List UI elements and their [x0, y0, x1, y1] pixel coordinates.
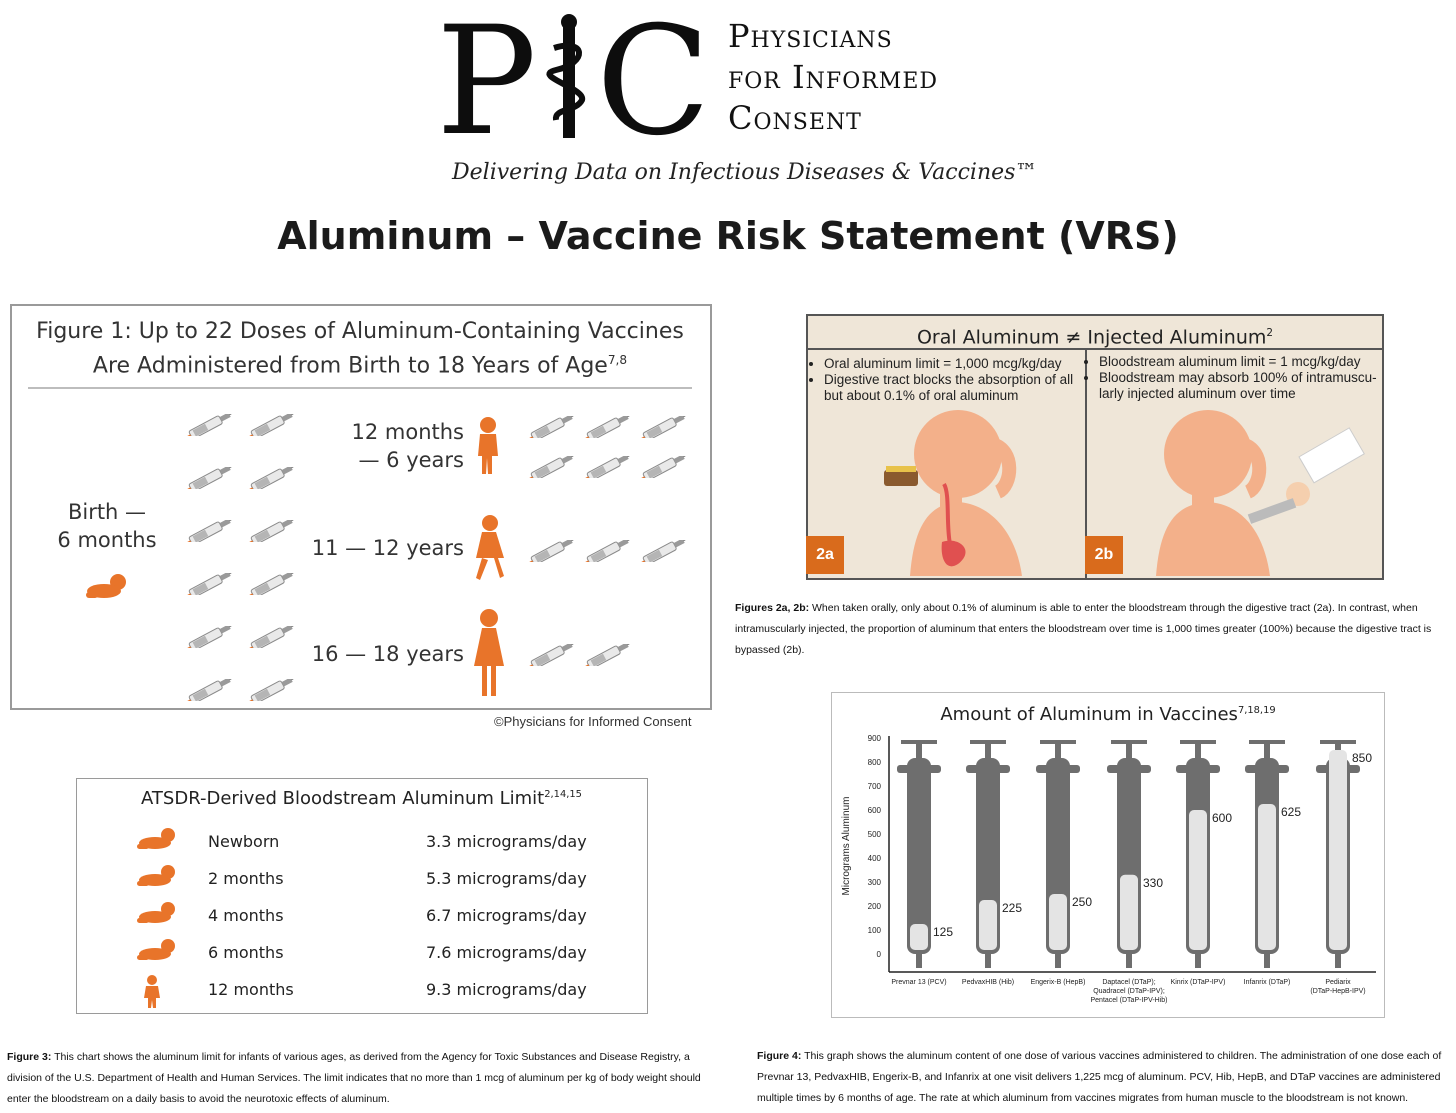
figure1-title-sup: 7,8	[607, 353, 628, 367]
figure2a-bullet: • Digestive tract blocks the absorption of all but about 0.1% of oral aluminum	[824, 372, 1085, 404]
figure1-title	[20, 318, 700, 380]
syringe-icon	[242, 679, 300, 701]
figure3-title-sup: 2,14,15	[544, 789, 582, 800]
syringe-plunger-rod	[1126, 744, 1132, 758]
teen-girl-icon	[472, 608, 506, 698]
syringe-needle	[1195, 954, 1201, 968]
child-icon	[474, 416, 502, 476]
bar	[1189, 810, 1207, 950]
bar	[1120, 875, 1138, 950]
y-tick-label: 700	[867, 782, 881, 791]
syringe-icon	[242, 520, 300, 542]
data-label: 250	[1072, 895, 1093, 909]
y-tick-label: 0	[876, 950, 881, 959]
group-label-line2: — 6 years	[358, 448, 464, 472]
bar	[1329, 750, 1347, 950]
syringe-icon	[180, 679, 238, 701]
y-tick-label: 900	[867, 734, 881, 743]
figure3-title-text: ATSDR-Derived Bloodstream Aluminum Limit	[141, 788, 545, 809]
figure3-age: 4 months	[208, 906, 284, 925]
x-tick-label: Infanrix (DTaP)	[1243, 979, 1291, 986]
syringe-plunger-cap	[1320, 740, 1356, 744]
infant-icon	[136, 863, 180, 894]
figure1-divider	[28, 387, 692, 389]
syringe-icon	[522, 416, 580, 438]
x-tick-label: Pentacel (DTaP-IPV-Hib)	[1090, 997, 1168, 1004]
aluminum-chart	[831, 726, 1383, 1016]
group-12mo-6yr-label	[300, 418, 464, 474]
figure2-title-sup: 2	[1266, 327, 1274, 339]
figure2-caption-text: When taken orally, only about 0.1% of aluminum is able to enter the bloodstream through the digestive tract (2a). In contrast, when intramuscularly injected, the proportion of aluminum that enters the bloodstream over time is 1,000 times greater (100%) because the digestive tract is bypassed (2b).	[735, 602, 1432, 656]
data-label: 600	[1212, 811, 1233, 825]
syringe-icon	[578, 416, 636, 438]
syringe-icon	[522, 456, 580, 478]
y-tick-label: 400	[867, 854, 881, 863]
syringe-plunger-rod	[1264, 744, 1270, 758]
figure3-limit: 5.3 micrograms/day	[426, 869, 587, 888]
syringe-plunger-rod	[1195, 744, 1201, 758]
syringe-icon	[180, 573, 238, 595]
syringe-icon	[242, 626, 300, 648]
figure2-caption	[735, 598, 1451, 661]
syringe-icon	[522, 644, 580, 666]
figure1-credit: ©Physicians for Informed Consent	[494, 714, 692, 729]
y-tick-label: 600	[867, 806, 881, 815]
org-logo	[436, 8, 706, 148]
syringe-needle	[1126, 954, 1132, 968]
x-tick-label: (DTaP-HepB-IPV)	[1310, 988, 1366, 995]
syringe-needle	[1264, 954, 1270, 968]
tagline: Delivering Data on Infectious Diseases & Vaccines™	[452, 160, 1038, 185]
figure2a-badge: 2a	[806, 536, 844, 574]
figure3-title	[141, 788, 582, 809]
bar	[1258, 804, 1276, 950]
syringe-needle	[1055, 954, 1061, 968]
syringe-icon	[634, 540, 692, 562]
figure3-limit: 7.6 micrograms/day	[426, 943, 587, 962]
syringe-plunger-cap	[1111, 740, 1147, 744]
figure4-caption-text: This graph shows the aluminum content of one dose of various vaccines administered to children. The administration of one dose each of Prevnar 13, PedvaxHIB, Engerix-B, and Infanrix at one visit delivers 1,225 mcg of aluminum. PCV, Hib, HepB, and DTaP vaccines are administered multiple times by 6 months of age. The rate at which aluminum from vaccines migrates from human muscle to the bloodstream is not known.	[757, 1050, 1442, 1104]
org-name	[728, 16, 938, 139]
data-label: 225	[1002, 901, 1023, 915]
syringe-needle	[1335, 954, 1341, 968]
syringe-icon	[634, 416, 692, 438]
figure3-age: 12 months	[208, 980, 294, 999]
figure3-limit: 3.3 micrograms/day	[426, 832, 587, 851]
svg-text:C: C	[596, 8, 706, 148]
syringe-plunger-cap	[970, 740, 1006, 744]
bar	[1049, 894, 1067, 950]
figure3-limit: 6.7 micrograms/day	[426, 906, 587, 925]
figure3-limit: 9.3 micrograms/day	[426, 980, 587, 999]
y-tick-label: 500	[867, 830, 881, 839]
group-birth-6mo-label	[40, 498, 174, 554]
syringe-plunger-rod	[916, 744, 922, 758]
figure3-caption	[7, 1047, 719, 1110]
data-label: 125	[933, 925, 954, 939]
child-eating-illustration	[880, 404, 1030, 576]
syringe-icon	[180, 467, 238, 489]
syringe-plunger-rod	[1055, 744, 1061, 758]
syringe-icon	[242, 573, 300, 595]
infant-icon	[136, 900, 180, 931]
figure2-title	[806, 314, 1384, 352]
infant-icon	[136, 937, 180, 968]
org-name-line1: Physicians	[728, 17, 893, 55]
data-label: 625	[1281, 805, 1302, 819]
infant-icon	[136, 826, 180, 857]
figure3-age: 6 months	[208, 943, 284, 962]
x-tick-label: Kinrix (DTaP-IPV)	[1170, 979, 1226, 986]
figure3-caption-label: Figure 3:	[7, 1051, 52, 1063]
data-label: 850	[1352, 751, 1373, 765]
figure3-caption-text: This chart shows the aluminum limit for infants of various ages, as derived from the Agency for Toxic Substances and Disease Registry, a division of the U.S. Department of Health and Human Services. The limit indicates that no more than 1 mcg of aluminum per kg of body weight should enter the bloodstream on a daily basis to avoid the neurotoxic effects of aluminum.	[7, 1051, 701, 1105]
figure4-caption-label: Figure 4:	[757, 1050, 802, 1062]
syringe-icon	[180, 626, 238, 648]
y-axis-label: Micrograms Aluminum	[841, 796, 852, 896]
syringe-icon	[634, 456, 692, 478]
infant-icon	[84, 572, 132, 600]
syringe-icon	[180, 520, 238, 542]
syringe-icon	[578, 644, 636, 666]
syringe-plunger-cap	[1180, 740, 1216, 744]
x-tick-label: Quadracel (DTaP-IPV);	[1093, 988, 1165, 995]
toddler-icon	[136, 974, 166, 1015]
page-title: Aluminum – Vaccine Risk Statement (VRS)	[277, 214, 1179, 258]
group-16-18yr-label: 16 — 18 years	[311, 642, 464, 666]
x-tick-label: PedvaxHIB (Hib)	[961, 979, 1015, 986]
figure2-title-text: Oral Aluminum ≠ Injected Aluminum	[916, 326, 1267, 349]
group-11-12yr-label: 11 — 12 years	[311, 536, 464, 560]
syringe-plunger-cap	[901, 740, 937, 744]
group-label-line1: Birth —	[67, 500, 147, 524]
figure1-title-line2: Are Administered from Birth to 18 Years of Age	[92, 353, 608, 379]
y-tick-label: 200	[867, 902, 881, 911]
y-tick-label: 100	[867, 926, 881, 935]
x-tick-label: Prevnar 13 (PCV)	[891, 979, 947, 986]
syringe-icon	[578, 456, 636, 478]
org-name-line2: for Informed	[728, 58, 939, 96]
figure2b-bullet: • Bloodstream aluminum limit = 1 mcg/kg/day	[1099, 354, 1382, 370]
child-injection-illustration	[1152, 404, 1378, 576]
group-label-line2: 6 months	[57, 528, 157, 552]
figure3-age: Newborn	[208, 832, 280, 851]
syringe-needle	[916, 954, 922, 968]
pic-logo-icon	[436, 8, 706, 148]
org-name-line3: Consent	[728, 99, 862, 137]
y-tick-label: 800	[867, 758, 881, 767]
x-tick-label: Engerix-B (HepB)	[1030, 979, 1086, 986]
syringe-plunger-cap	[1249, 740, 1285, 744]
figure2-caption-label: Figures 2a, 2b:	[735, 602, 810, 614]
x-tick-label: Daptacel (DTaP);	[1102, 979, 1156, 986]
figure2a-bullet: • Oral aluminum limit = 1,000 mcg/kg/day	[824, 356, 1085, 372]
syringe-icon	[242, 467, 300, 489]
figure4-title	[831, 704, 1385, 725]
syringe-plunger-rod	[985, 744, 991, 758]
syringe-plunger-cap	[1040, 740, 1076, 744]
figure1-title-line1: Figure 1: Up to 22 Doses of Aluminum-Containing Vaccines	[36, 319, 684, 344]
syringe-icon	[180, 414, 238, 436]
group-label-line1: 12 months	[351, 420, 464, 444]
syringe-icon	[242, 414, 300, 436]
data-label: 330	[1143, 875, 1164, 890]
svg-text:P: P	[436, 8, 537, 148]
figure3-age: 2 months	[208, 869, 284, 888]
syringe-icon	[522, 540, 580, 562]
x-tick-label: Pediarix	[1325, 979, 1351, 986]
figure2b-bullet: • Bloodstream may absorb 100% of intramuscu-larly injected aluminum over time	[1099, 370, 1382, 402]
chart-title-sup: 7,18,19	[1237, 705, 1276, 716]
syringe-icon	[578, 540, 636, 562]
figure2b-badge: 2b	[1085, 536, 1123, 574]
y-tick-label: 300	[867, 878, 881, 887]
chart-title: Amount of Aluminum in Vaccines	[940, 704, 1238, 725]
syringe-needle	[985, 954, 991, 968]
bar	[979, 900, 997, 950]
bar	[910, 924, 928, 950]
figure4-caption	[757, 1046, 1453, 1109]
girl-walking-icon	[470, 514, 508, 582]
